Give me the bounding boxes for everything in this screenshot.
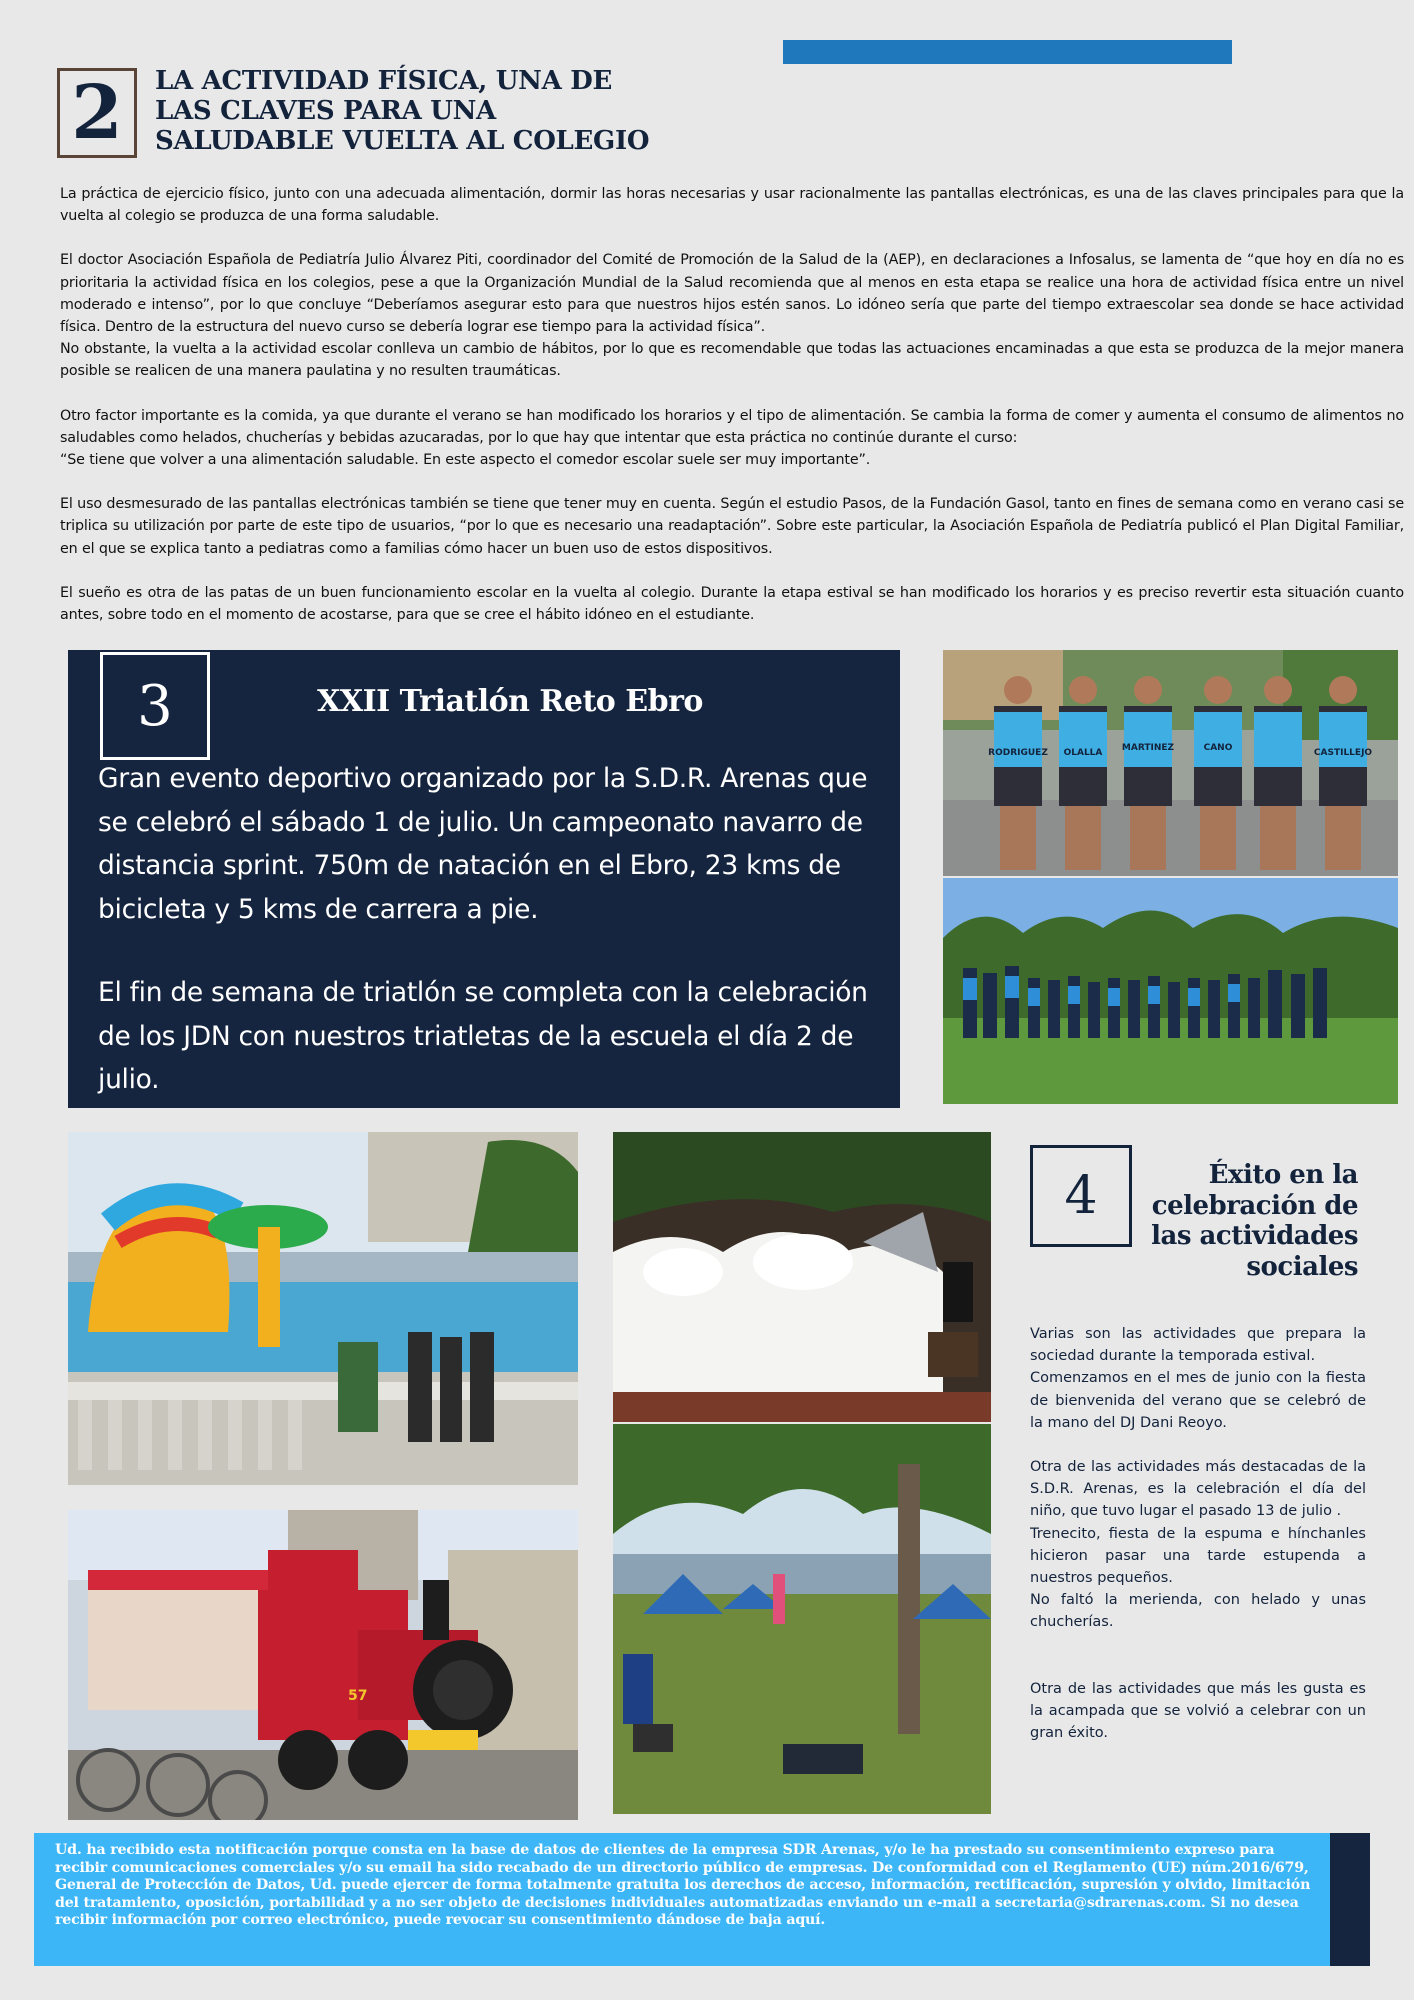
athlete-top — [1254, 712, 1302, 767]
athlete-legs — [1260, 806, 1296, 870]
bib-label: RODRIGUEZ — [988, 748, 1048, 758]
athlete-head — [1069, 676, 1097, 704]
footer-dark-block — [1330, 1833, 1370, 1966]
social-paragraph: Otra de las actividades más destacadas de la S.D.R. Arenas, es la celebración el día del niño, que tuvo lugar el pasado 13 de julio . Trenecito, fiesta de la espuma e hínchanles hicieron pasar una tarde estupenda a nuestros pequeños. No faltó la merienda, con helado y unas chucherías. — [1030, 1459, 1366, 1631]
pool-inflatables-photo — [68, 1132, 578, 1485]
triathlon-paragraph: El fin de semana de triatlón se completa con la celebración de los JDN con nuestros triatletas de la escuela el día 2 de julio. — [98, 977, 868, 1095]
athlete-legs — [1325, 806, 1361, 870]
athlete-head — [1004, 676, 1032, 704]
athlete-legs — [1065, 806, 1101, 870]
athlete-top — [994, 712, 1042, 767]
bib-label: OLALLA — [1063, 748, 1103, 758]
section-number-2: 2 — [57, 68, 137, 158]
section2-title: LA ACTIVIDAD FÍSICA, UNA DE LAS CLAVES PARA UNA SALUDABLE VUELTA AL COLEGIO — [155, 66, 650, 156]
triathlon-body — [98, 757, 893, 1102]
triathletes-photo — [943, 650, 1398, 876]
athlete-top — [1124, 712, 1172, 767]
athlete-head — [1264, 676, 1292, 704]
social-activities-text — [1030, 1323, 1366, 1744]
article-paragraph: El uso desmesurado de las pantallas electrónicas también se tiene que tener muy en cuenta. Según el estudio Pasos, de la Fundación Gasol, tanto en fines de semana como en verano casi se triplica su utilización por parte de este tipo de usuarios, “por lo que es necesario una readaptación”. Sobre este particular, la Asociación Española de Pediatría publicó el Plan Digital Familiar, en el que se explica tanto a pediatras como a familias cómo hacer un buen uso de estos dispositivos. — [60, 496, 1404, 557]
bib-label: MARTINEZ — [1121, 743, 1175, 753]
athlete-legs — [1000, 806, 1036, 870]
athlete-head — [1329, 676, 1357, 704]
athlete-head — [1134, 676, 1162, 704]
article-paragraph: La práctica de ejercicio físico, junto con una adecuada alimentación, dormir las horas necesarias y usar racionalmente las pantallas electrónicas, es una de las claves principales para que la vuelta al colegio se produzca de una forma saludable. — [60, 186, 1404, 225]
athlete-top — [1194, 712, 1242, 767]
triathlon-paragraph: Gran evento deportivo organizado por la S.D.R. Arenas que se celebró el sábado 1 de julio. Un campeonato navarro de distancia sprint. 750m de natación en el Ebro, 23 kms de bicicleta y 5 kms de carrera a pie. — [98, 763, 868, 925]
article-paragraph: El doctor Asociación Española de Pediatría Julio Álvarez Piti, coordinador del Comité de Promoción de la Salud de la (AEP), en declaraciones a Infosalus, se lamenta de “que hoy en día no es prioritaria la actividad física en los colegios, pese a que la Organización Mundial de la Salud recomienda que al menos en esta etapa se realice una hora de actividad física entre un nivel moderado e intenso”, por lo que concluye “Deberíamos asegurar esto para que nuestros hijos estén sanos. Lo idóneo sería que parte del tiempo extraescolar sea donde se hace actividad física. Dentro de la estructura del nuevo curso se debería lograr ese tiempo para la actividad física”. — [60, 252, 1404, 336]
bib-label: CASTILLEJO — [1313, 748, 1373, 758]
foam-party-photo — [613, 1132, 991, 1422]
social-paragraph: Varias son las actividades que prepara la sociedad durante la temporada estival. Comenzamos en el mes de junio con la fiesta de bienvenida del verano que se celebró de la mano del DJ Dani Reoyo. — [1030, 1326, 1366, 1431]
tourist-train-photo — [68, 1510, 578, 1820]
triathlon-title: XXII Triatlón Reto Ebro — [317, 684, 703, 719]
article-paragraph: Otro factor importante es la comida, ya que durante el verano se han modificado los horarios y el tipo de alimentación. Se cambia la forma de comer y aumenta el consumo de alimentos no saludables como helados, chucherías y bebidas azucaradas, por lo que hay que intentar que esta práctica no continúe durante el curso: “Se tiene que volver a una alimentación saludable. En este aspecto el comedor escolar suele ser muy importante”. — [60, 407, 1404, 469]
section2-article — [60, 183, 1404, 626]
bib-label: CANO — [1203, 743, 1233, 753]
section-number-3: 3 — [100, 652, 210, 760]
section4-title: Éxito en la celebración de las actividades sociales — [1151, 1160, 1358, 1282]
camping-photo — [613, 1424, 991, 1814]
athlete-head — [1204, 676, 1232, 704]
train-number: 57 — [348, 1688, 368, 1704]
athlete-top — [1059, 712, 1107, 767]
article-paragraph: El sueño es otra de las patas de un buen funcionamiento escolar en la vuelta al colegio. Durante la etapa estival se han modificado los horarios y es preciso revertir esta situación cuanto antes, sobre todo en el momento de acostarse, para que se cree el hábito idóneo en el estudiante. — [60, 584, 1404, 624]
triathlon-school-photo — [943, 878, 1398, 1104]
privacy-notice[interactable]: Ud. ha recibido esta notificación porque consta en la base de datos de clientes de la empresa SDR Arenas, y/o le ha prestado su consentimiento expreso para recibir comunicaciones comerciales y/o su email ha sido recabado de un directorio público de empresas. De conformidad con el Reglamento (UE) núm.2016/679, General de Protección de Datos, Ud. puede ejercer de forma totalmente gratuita los derechos de acceso, información, rectificación, supresión y olvido, limitación del tratamiento, oposición, portabilidad y a no ser objeto de decisiones individuales automatizadas enviando un e-mail a secretaria@sdrarenas.com. Si no desea recibir información por correo electrónico, puede revocar su consentimiento dándose de baja aquí. — [55, 1842, 1311, 1929]
athlete-legs — [1200, 806, 1236, 870]
top-accent-bar — [783, 40, 1232, 64]
section-number-4: 4 — [1030, 1145, 1132, 1247]
article-paragraph: No obstante, la vuelta a la actividad escolar conlleva un cambio de hábitos, por lo que es recomendable que todas las actuaciones encaminadas a que esta se produzca de la mejor manera posible se realicen de una manera paulatina y no resulten traumáticas. — [60, 341, 1404, 380]
social-paragraph: Otra de las actividades que más les gusta es la acampada que se volvió a celebrar con un gran éxito. — [1030, 1680, 1366, 1742]
athlete-legs — [1130, 806, 1166, 870]
athlete-top — [1319, 712, 1367, 767]
